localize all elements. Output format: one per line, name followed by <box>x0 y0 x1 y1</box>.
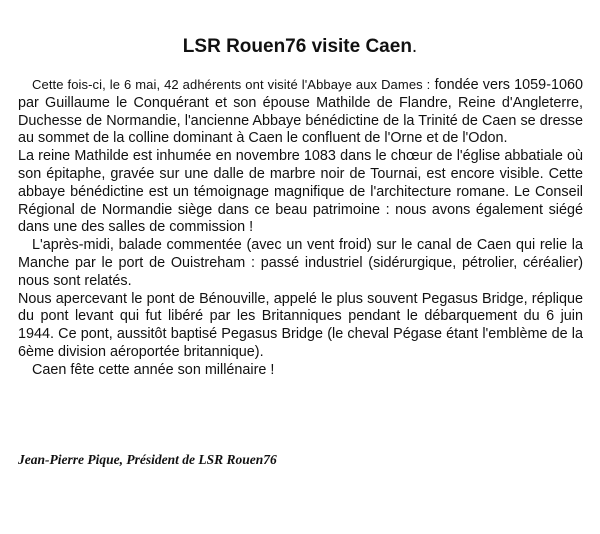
title-text: LSR Rouen76 visite Caen <box>182 36 412 57</box>
paragraph-apres-midi: L'après-midi, balade commentée (avec un vent froid) sur le canal de Caen qui relie la Manche par le port de Ouistreham : passé industriel (sidérurgique, pétrolier, céréalier) nous sont relatés. <box>18 237 583 289</box>
paragraph-pegasus-bridge: Nous apercevant le pont de Bénouville, appelé le plus souvent Pegasus Bridge, réplique du pont levant qui fut libéré par les Britanniques pendant le débarquement du 6 juin 1944. Ce pont, aussitôt baptisé Pegasus Bridge (le cheval Pégase étant l'emblème de la 6ème division aéroportée britannique). <box>18 290 583 360</box>
paragraph-abbaye-intro: Cette fois-ci, le 6 mai, 42 adhérents ont visité l'Abbaye aux Dames : <box>32 77 431 92</box>
paragraph-millenaire: Caen fête cette année son millénaire ! <box>32 361 275 378</box>
signature: Jean-Pierre Pique, Président de LSR Rouen76 <box>18 452 277 467</box>
paragraph-abbaye-rest: fondée vers 1059-1060 par Guillaume le Conquérant et son épouse Mathilde de Flandre, Reine d'Angleterre, Duchesse de Normandie, l'ancienne Abbaye bénédictine de la Trinité de Caen se dresse au sommet de la colline dominant à Caen le confluent de l'Orne et de l'Odon. <box>18 77 583 147</box>
paragraph-abbaye <box>18 76 583 148</box>
article-body <box>18 76 583 380</box>
paragraph-mathilde: La reine Mathilde est inhumée en novembre 1083 dans le chœur de l'église abbatiale où son épitaphe, gravée sur une dalle de marbre noir de Tournai, est encore visible. Cette abbaye bénédictine est un témoignage magnifique de l'architecture romane. Le Conseil Régional de Normandie siège dans ce beau patrimoine : nous avons également siégé dans une des salles de commission ! <box>18 148 583 236</box>
document-title <box>0 36 600 58</box>
title-punctuation: . <box>411 36 418 57</box>
